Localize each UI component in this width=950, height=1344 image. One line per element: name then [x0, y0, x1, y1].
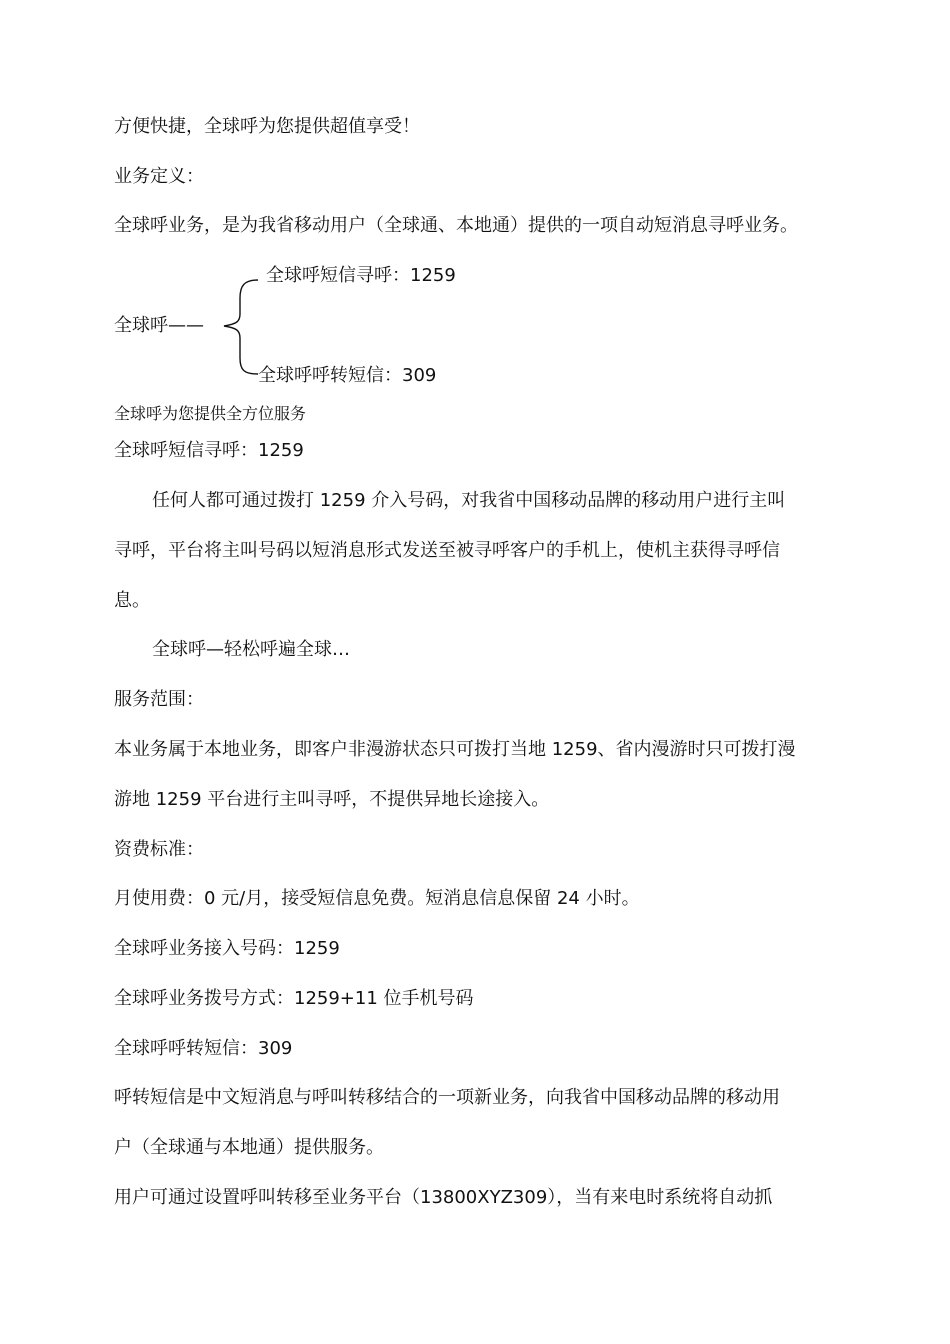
diagram-branch-top: 全球呼短信寻呼：1259 [266, 265, 456, 286]
dial-method-line: 全球呼业务拨号方式：1259+11 位手机号码 [114, 988, 474, 1009]
intro-line: 方便快捷，全球呼为您提供超值享受！ [114, 116, 420, 137]
section-heading-call-forward-sms: 全球呼呼转短信：309 [114, 1038, 293, 1059]
paragraph-line: 本业务属于本地业务，即客户非漫游状态只可拨打当地 1259、省内漫游时只可拨打漫 [114, 739, 796, 760]
service-caption: 全球呼为您提供全方位服务 [114, 404, 307, 423]
paragraph-line: 户（全球通与本地通）提供服务。 [114, 1137, 384, 1158]
paragraph-line: 用户可通过设置呼叫转移至业务平台（13800XYZ309），当有来电时系统将自动抓 [114, 1187, 773, 1208]
diagram-branch-bottom: 全球呼呼转短信：309 [258, 365, 437, 386]
paragraph-line: 息。 [114, 590, 150, 611]
fee-line: 月使用费：0 元/月，接受短信息免费。短消息信息保留 24 小时。 [114, 888, 640, 909]
section-heading-definition: 业务定义： [114, 166, 204, 187]
paragraph-line: 呼转短信是中文短消息与呼叫转移结合的一项新业务，向我省中国移动品牌的移动用 [114, 1087, 780, 1108]
paragraph-line: 任何人都可通过拨打 1259 介入号码，对我省中国移动品牌的移动用户进行主叫 [152, 490, 786, 511]
diagram-root: 全球呼—— [114, 315, 204, 336]
paragraph-line: 游地 1259 平台进行主叫寻呼，不提供异地长途接入。 [114, 789, 550, 810]
section-heading-fees: 资费标准： [114, 839, 204, 860]
paragraph-line: 寻呼，平台将主叫号码以短消息形式发送至被寻呼客户的手机上，使机主获得寻呼信 [114, 540, 780, 561]
definition-text: 全球呼业务，是为我省移动用户（全球通、本地通）提供的一项自动短消息寻呼业务。 [114, 215, 798, 236]
slogan-line: 全球呼—轻松呼遍全球… [152, 639, 350, 660]
section-heading-sms-paging: 全球呼短信寻呼：1259 [114, 440, 304, 461]
section-heading-scope: 服务范围： [114, 689, 204, 710]
access-number-line: 全球呼业务接入号码：1259 [114, 938, 340, 959]
